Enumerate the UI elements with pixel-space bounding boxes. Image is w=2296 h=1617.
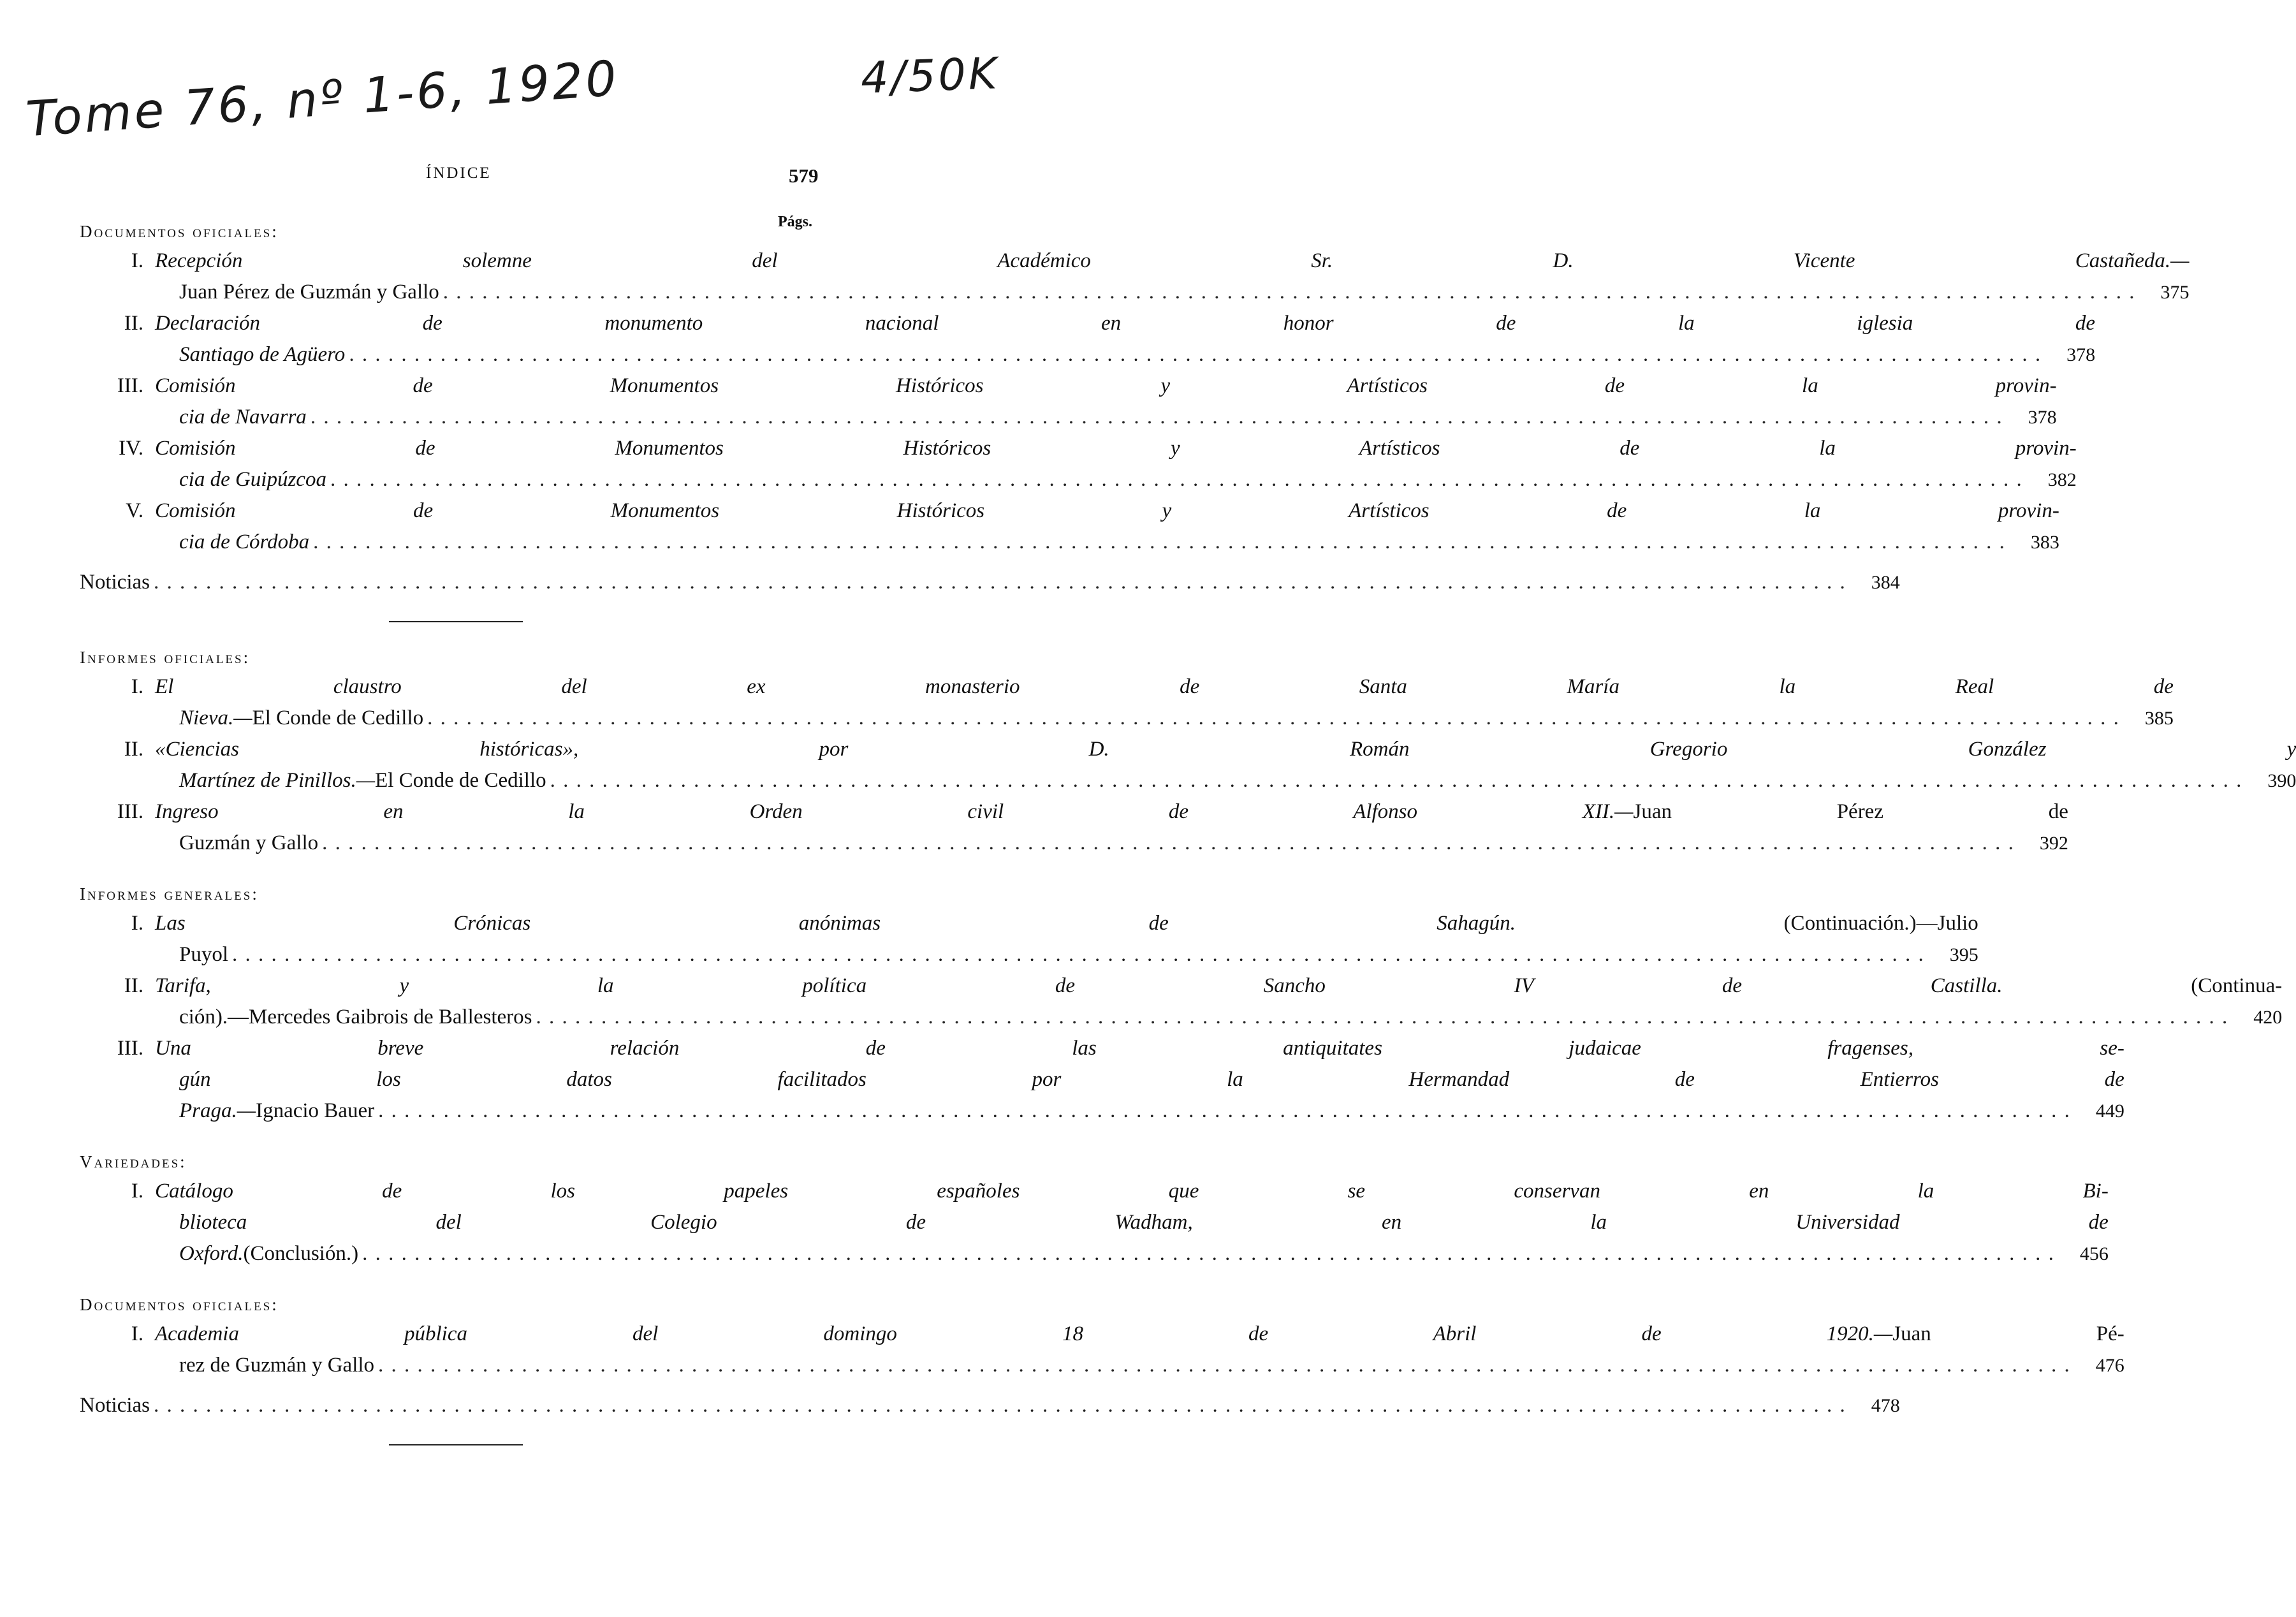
entry-line [155,1207,2109,1238]
dot-leader [378,1350,2071,1381]
entry-page: 383 [2030,532,2059,553]
dot-leader [313,527,2006,558]
entry-page: 375 [2160,282,2190,303]
entry-text [155,1319,2124,1381]
index-entry [80,495,2059,558]
entry-title: Tarifa, y la política de Sancho IV de Castilla. [155,974,2003,997]
entry-line [155,796,2068,828]
entry-title: gún los datos facilitados por la Hermandad de Entierros de [179,1068,2124,1091]
section-rule [389,621,523,622]
entry-title: Academia pública del domingo 18 de Abril de 1920.— [155,1322,1893,1345]
noticias-label: Noticias [80,1394,150,1417]
entry-line [155,402,2057,433]
entry-title: Nieva.— [179,706,252,729]
entry-line [155,339,2095,370]
entry-author: Ignacio Bauer [256,1099,375,1122]
entry-page: 476 [2095,1355,2124,1376]
section-heading: Informes generales: [80,884,259,904]
entry-author: Juan Pérez de [1633,800,2068,823]
index-entry [80,308,2096,370]
entry-numeral: II. [124,738,143,761]
entry-author: (Continuación.)—Julio [1516,912,1978,935]
section-heading: Informes oficiales: [80,648,251,667]
entry-author: ción).—Mercedes Gaibrois de Ballesteros [179,1006,532,1028]
entry-page: 420 [2253,1007,2283,1028]
entry-title: Las Crónicas anónimas de Sahagún. [155,912,1516,935]
entry-line [155,1238,2109,1269]
entry-author: (Conclusión.) [243,1242,359,1265]
entry-page: 392 [2039,833,2068,854]
dot-leader [362,1238,2055,1269]
entry-author: rez de Guzmán y Gallo [179,1354,375,1377]
entry-author: Guzmán y Gallo [179,831,319,854]
entry-title: cia de Córdoba [179,530,310,553]
handwritten-shelf-mark: 4/50K [859,48,1000,104]
entry-line [155,245,2190,277]
entry-line [155,703,2174,734]
entry-line [155,1002,2282,1033]
entry-page: 382 [2047,469,2077,490]
entry-text [155,245,2190,308]
entry-title: «Ciencias históricas», por D. Román Gregorio González y [155,738,2296,761]
dot-leader [427,703,2120,734]
entry-line [155,464,2077,495]
noticias-entry [80,567,1900,598]
entry-line [155,1064,2124,1095]
entry-line [155,970,2282,1002]
entry-title: Recepción solemne del Académico Sr. D. Vicente Castañeda.— [155,249,2190,272]
entry-title: Comisión de Monumentos Históricos y Artísticos de la provin- [155,499,2059,522]
entry-title: Ingreso en la Orden civil de Alfonso XII.— [155,800,1634,823]
entry-line [155,1033,2124,1064]
dot-leader [232,939,1925,970]
entry-title: Catálogo de los papeles españoles que se conservan en la Bi- [155,1180,2109,1203]
entry-title: Praga.— [179,1099,256,1122]
entry-text [155,970,2282,1033]
index-entry [80,970,2283,1033]
entry-page: 378 [2028,407,2057,428]
entry-numeral: II. [124,974,143,997]
index-entry [80,370,2057,433]
section-rule [389,1444,523,1445]
index-entry [80,796,2068,859]
dot-leader [322,828,2015,859]
dot-leader [154,567,1846,598]
entry-line [155,277,2190,308]
pages-column-label: Págs. [778,214,812,230]
index-body [80,222,2296,1471]
entry-title: El claustro del ex monasterio de Santa María la Real de [155,675,2174,698]
entry-line [155,1350,2124,1381]
entry-page: 385 [2144,708,2174,729]
entry-line [155,370,2057,402]
entry-text [155,370,2057,433]
entry-line [155,734,2296,765]
entry-page: 384 [1871,572,1900,593]
entry-line [155,308,2095,339]
page-number: 579 [789,165,819,187]
entry-text [155,671,2174,734]
entry-numeral: IV. [119,437,143,460]
entry-title: cia de Navarra [179,406,307,428]
entry-line [155,908,1978,939]
entry-page: 378 [2066,344,2096,365]
entry-title: Comisión de Monumentos Históricos y Artísticos de la provin- [155,374,2057,397]
dot-leader [330,464,2023,495]
dot-leader [349,339,2042,370]
entry-page: 390 [2267,770,2296,791]
entry-title: Una breve relación de las antiquitates judaicae fragenses, se- [155,1037,2124,1060]
noticias-label: Noticias [80,571,150,594]
dot-leader [443,277,2136,308]
section-heading: Documentos oficiales: [80,1295,279,1314]
section-heading: Documentos oficiales: [80,222,279,241]
section-heading: Variedades: [80,1152,187,1171]
entry-title: blioteca del Colegio de Wadham, en la Universidad de [179,1211,2109,1234]
index-entry [80,1033,2124,1127]
entry-author: El Conde de Cedillo [375,769,546,792]
dot-leader [536,1002,2229,1033]
entry-author: Juan Pé- [1892,1322,2124,1345]
entry-text [155,308,2095,370]
entry-numeral: III. [117,374,143,397]
entry-line [155,495,2059,527]
entry-text [155,908,1978,970]
entry-line [155,1095,2124,1127]
dot-leader [550,765,2243,796]
entry-title: Oxford. [179,1242,244,1265]
entry-line [155,1319,2124,1350]
index-entry [80,1176,2109,1269]
index-entry [80,671,2174,734]
entry-line [155,1176,2109,1207]
entry-text [155,1176,2109,1269]
entry-title: cia de Guipúzcoa [179,468,326,491]
entry-title: Declaración de monumento nacional en honor de la iglesia de [155,312,2096,335]
noticias-entry [80,1390,1900,1421]
entry-text [155,734,2296,796]
entry-page: 478 [1871,1395,1900,1416]
entry-numeral: III. [117,1037,143,1060]
entry-numeral: III. [117,800,143,823]
entry-numeral: V. [126,499,143,522]
index-entry [80,433,2077,495]
index-entry [80,245,2190,308]
entry-page: 395 [1949,944,1978,965]
entry-numeral: I. [131,1180,143,1203]
entry-line [155,671,2174,703]
running-head [0,165,1021,190]
dot-leader [154,1390,1846,1421]
entry-text [155,796,2068,859]
entry-line [155,939,1978,970]
entry-author: Puyol [179,943,229,966]
page-title: ÍNDICE [426,165,492,182]
index-entry [80,1319,2124,1381]
entry-line [155,828,2068,859]
entry-text [155,433,2077,495]
entry-title: Santiago de Agüero [179,343,346,366]
entry-numeral: II. [124,312,143,335]
index-entry [80,734,2296,796]
entry-text [155,1033,2124,1127]
entry-numeral: I. [131,675,143,698]
entry-author: Juan Pérez de Guzmán y Gallo [179,281,439,304]
entry-page: 456 [2079,1243,2109,1264]
entry-author: (Continua- [2002,974,2283,997]
handwritten-volume-note: Tome 76, nº 1-6, 1920 [24,49,621,148]
entry-page: 449 [2095,1101,2124,1122]
entry-numeral: I. [131,1322,143,1345]
entry-title: Comisión de Monumentos Históricos y Artísticos de la provin- [155,437,2077,460]
dot-leader [311,402,2003,433]
entry-numeral: I. [131,249,143,272]
entry-author: El Conde de Cedillo [252,706,424,729]
entry-text [155,495,2059,558]
index-entry [80,908,1978,970]
entry-line [155,433,2077,464]
entry-line [155,765,2296,796]
dot-leader [378,1095,2071,1127]
entry-title: Martínez de Pinillos.— [179,769,376,792]
entry-line [155,527,2059,558]
entry-numeral: I. [131,912,143,935]
